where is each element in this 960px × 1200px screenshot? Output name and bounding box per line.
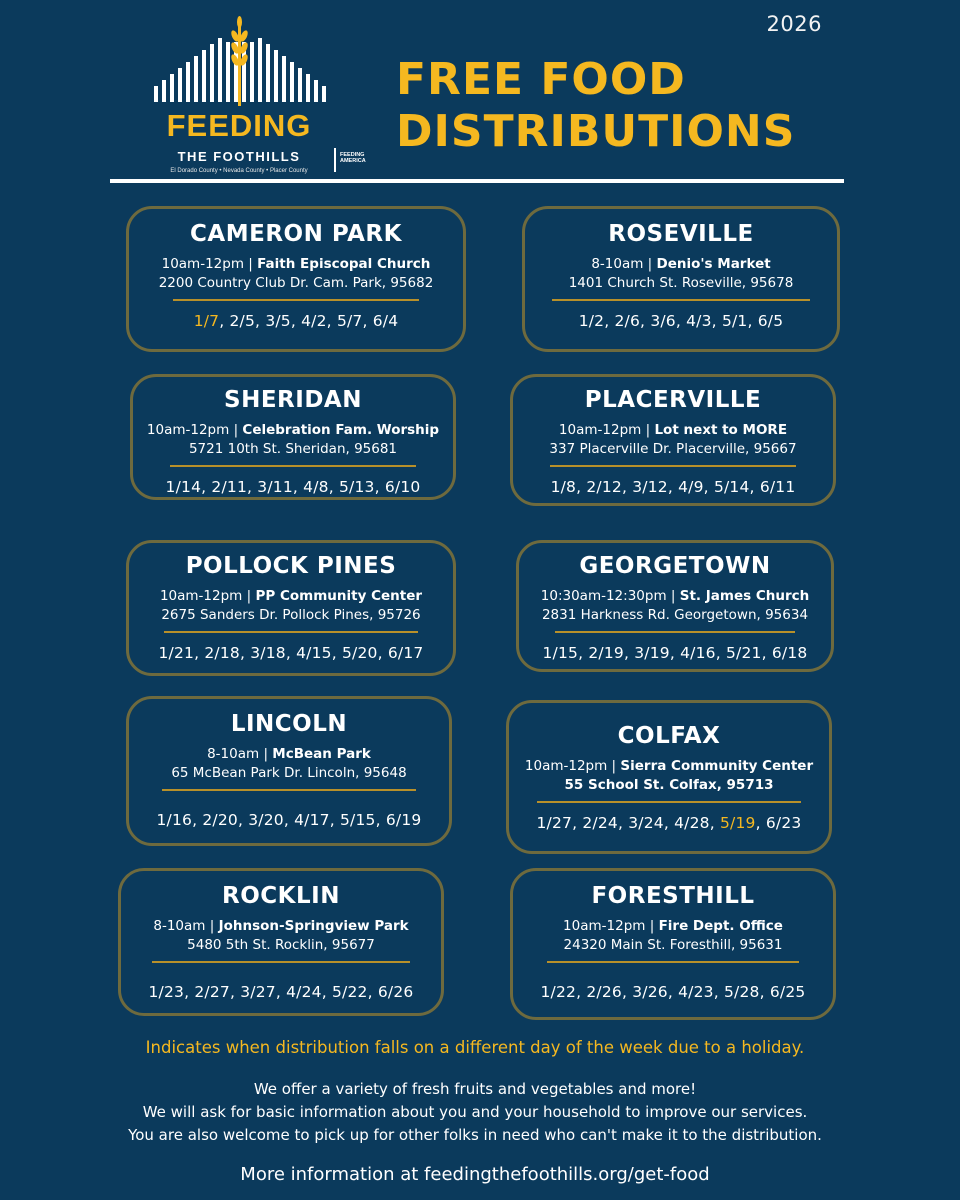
distribution-date: 3/18 <box>250 644 286 662</box>
venue-name: Lot next to MORE <box>654 422 788 438</box>
date-separator: , <box>747 312 758 330</box>
separator: | <box>645 918 659 934</box>
card-divider <box>173 299 419 301</box>
date-separator: , <box>576 478 587 496</box>
date-separator: , <box>283 811 295 829</box>
venue-address: 5721 10th St. Sheridan, 95681 <box>188 441 398 457</box>
separator: | <box>229 422 243 438</box>
distribution-time: 8-10am <box>207 746 260 762</box>
distribution-date: 2/6 <box>614 312 641 330</box>
card-divider <box>162 789 416 791</box>
venue-address: 2200 Country Club Dr. Cam. Park, 95682 <box>158 275 434 291</box>
time-venue-line <box>509 758 829 774</box>
distribution-date: 6/25 <box>769 983 806 1001</box>
date-separator: , <box>572 814 583 832</box>
location-card <box>130 374 456 500</box>
location-card <box>516 540 834 672</box>
location-card <box>118 868 444 1016</box>
distribution-date: 1/21 <box>158 644 195 662</box>
date-separator: , <box>321 983 332 1001</box>
year-label: 2026 <box>766 12 822 36</box>
date-separator: , <box>192 811 203 829</box>
distribution-date: 6/11 <box>759 478 796 496</box>
distribution-date: 4/15 <box>296 644 332 662</box>
date-separator: , <box>201 478 212 496</box>
separator: | <box>643 256 657 272</box>
venue-address: 337 Placerville Dr. Placerville, 95667 <box>549 441 797 457</box>
partner-line-2: AMERICA <box>340 158 366 164</box>
date-separator: , <box>749 478 760 496</box>
location-name: FORESTHILL <box>591 883 755 909</box>
date-separator: , <box>761 644 772 662</box>
distribution-date: 3/24 <box>628 814 664 832</box>
distribution-time: 10am-12pm <box>159 588 243 604</box>
distribution-date: 2/27 <box>194 983 230 1001</box>
location-card <box>506 700 832 854</box>
feeding-the-foothills-logo <box>144 16 376 174</box>
distribution-date: 4/17 <box>294 811 330 829</box>
distribution-date: 6/4 <box>372 312 399 330</box>
date-separator: , <box>617 814 629 832</box>
venue-address: 1401 Church St. Roseville, 95678 <box>568 275 794 291</box>
date-separator: , <box>759 983 770 1001</box>
location-card <box>510 868 836 1020</box>
distribution-time: 8-10am <box>153 918 206 934</box>
venue-name: Faith Episcopal Church <box>257 256 431 272</box>
info-line-1: We offer a variety of fresh fruits and vegetables and more! <box>253 1080 697 1098</box>
distribution-date: 4/8 <box>303 478 329 496</box>
distribution-date: 3/27 <box>240 983 276 1001</box>
date-separator: , <box>621 983 633 1001</box>
date-separator: , <box>239 644 251 662</box>
date-separator: , <box>715 644 726 662</box>
date-list <box>513 478 833 496</box>
date-separator: , <box>362 312 373 330</box>
card-divider <box>152 961 410 963</box>
venue-name: Sierra Community Center <box>620 758 814 774</box>
date-separator: , <box>640 312 651 330</box>
date-separator: , <box>576 983 587 1001</box>
distribution-time: 10am-12pm <box>161 256 244 272</box>
date-separator: , <box>713 983 724 1001</box>
location-name: SHERIDAN <box>224 387 362 413</box>
time-venue-line <box>129 256 463 272</box>
date-separator: , <box>703 478 714 496</box>
info-line-2: We will ask for basic information about you and your household to improve our services. <box>142 1103 808 1121</box>
distribution-date: 5/1 <box>721 312 748 330</box>
separator: | <box>205 918 219 934</box>
time-venue-line <box>513 422 833 438</box>
venue-address: 24320 Main St. Foresthill, 95631 <box>563 937 783 953</box>
date-separator: , <box>237 811 249 829</box>
time-venue-line <box>129 746 449 762</box>
date-separator: , <box>377 644 388 662</box>
distribution-date: 1/16 <box>156 811 193 829</box>
date-separator: , <box>329 811 340 829</box>
date-separator: , <box>667 478 679 496</box>
date-separator: , <box>292 478 304 496</box>
venue-address: 65 McBean Park Dr. Lincoln, 95648 <box>171 765 407 781</box>
distribution-date: 4/2 <box>301 312 327 330</box>
logo-subtitle: THE FOOTHILLS <box>177 149 301 164</box>
location-name: ROSEVILLE <box>608 221 754 247</box>
distribution-date: 1/15 <box>542 644 579 662</box>
distribution-date: 2/11 <box>211 478 248 496</box>
distribution-date: 2/19 <box>588 644 624 662</box>
card-divider <box>555 631 795 633</box>
distribution-time: 10am-12pm <box>524 758 608 774</box>
venue-name: Fire Dept. Office <box>658 918 783 934</box>
location-name: CAMERON PARK <box>190 221 402 247</box>
location-name: GEORGETOWN <box>579 553 771 579</box>
distribution-date: 4/24 <box>286 983 322 1001</box>
distribution-date: 5/15 <box>340 811 376 829</box>
date-separator: , <box>247 478 258 496</box>
distribution-date: 4/16 <box>680 644 716 662</box>
distribution-date: 1/23 <box>148 983 185 1001</box>
date-separator: , <box>331 644 342 662</box>
distribution-date: 5/21 <box>726 644 762 662</box>
distribution-date: 5/13 <box>338 478 375 496</box>
distribution-date: 4/23 <box>678 983 714 1001</box>
time-venue-line <box>513 918 833 934</box>
time-venue-line <box>519 588 831 604</box>
venue-name: Johnson-Springview Park <box>218 918 409 934</box>
distribution-date: 1/27 <box>536 814 573 832</box>
date-separator: , <box>604 312 615 330</box>
location-name: PLACERVILLE <box>584 387 762 413</box>
date-separator: , <box>709 814 720 832</box>
date-list <box>129 811 449 829</box>
distribution-time: 10am-12pm <box>146 422 230 438</box>
location-name: LINCOLN <box>230 711 348 737</box>
more-info-link[interactable]: More information at feedingthefoothills.org/get-food <box>240 1164 710 1185</box>
location-card <box>126 540 456 676</box>
separator: | <box>243 256 258 272</box>
barn-wheat-icon <box>144 16 334 111</box>
date-list <box>129 312 463 330</box>
date-separator: , <box>229 983 241 1001</box>
venue-name: McBean Park <box>272 746 371 762</box>
distribution-date: 3/20 <box>248 811 284 829</box>
location-card <box>522 206 840 352</box>
location-card <box>126 696 452 846</box>
distribution-time: 10am-12pm <box>558 422 642 438</box>
time-venue-line <box>129 588 453 604</box>
date-separator: , <box>621 478 633 496</box>
date-separator: , <box>375 811 386 829</box>
card-divider <box>550 465 796 467</box>
distribution-date: 2/26 <box>586 983 622 1001</box>
distribution-date: 5/22 <box>332 983 368 1001</box>
date-separator: , <box>755 814 766 832</box>
date-separator: , <box>328 478 339 496</box>
location-card <box>510 374 836 506</box>
separator: | <box>607 758 621 774</box>
distribution-date: 6/19 <box>385 811 422 829</box>
date-list <box>519 644 831 662</box>
separator: | <box>666 588 680 604</box>
date-separator: , <box>326 312 337 330</box>
distribution-date: 2/20 <box>202 811 238 829</box>
location-card <box>126 206 466 352</box>
distribution-date: 6/10 <box>384 478 421 496</box>
date-list <box>509 814 829 832</box>
distribution-date: 6/23 <box>765 814 802 832</box>
distribution-date: 3/5 <box>265 312 291 330</box>
distribution-date: 5/28 <box>724 983 760 1001</box>
logo-wordmark: FEEDING <box>166 108 312 143</box>
title-line-1: FREE FOOD <box>396 54 686 105</box>
separator: | <box>242 588 256 604</box>
date-separator: , <box>275 983 287 1001</box>
holiday-date: 1/7 <box>193 312 220 330</box>
date-list <box>133 478 453 496</box>
distribution-date: 4/28 <box>674 814 710 832</box>
separator: | <box>641 422 655 438</box>
card-divider <box>537 801 801 803</box>
venue-address: 55 School St. Colfax, 95713 <box>564 777 774 793</box>
date-separator: , <box>578 644 589 662</box>
venue-address: 5480 5th St. Rocklin, 95677 <box>187 937 375 953</box>
distribution-date: 3/26 <box>632 983 668 1001</box>
distribution-date: 3/12 <box>632 478 668 496</box>
distribution-date: 1/8 <box>550 478 577 496</box>
distribution-date: 5/20 <box>342 644 378 662</box>
venue-name: Celebration Fam. Worship <box>242 422 440 438</box>
partner-line-1: FEEDING <box>340 152 365 158</box>
info-text <box>0 1078 950 1147</box>
venue-address: 2831 Harkness Rd. Georgetown, 95634 <box>541 607 809 623</box>
time-venue-line <box>133 422 453 438</box>
date-separator: , <box>290 312 302 330</box>
distribution-date: 2/18 <box>204 644 240 662</box>
date-separator: , <box>255 312 266 330</box>
separator: | <box>259 746 273 762</box>
distribution-date: 2/12 <box>586 478 622 496</box>
date-list <box>513 983 833 1001</box>
header-divider <box>110 179 844 183</box>
card-divider <box>170 465 416 467</box>
distribution-time: 8-10am <box>591 256 644 272</box>
distribution-date: 3/11 <box>257 478 293 496</box>
date-separator: , <box>663 814 675 832</box>
date-separator: , <box>219 312 230 330</box>
distribution-date: 4/3 <box>686 312 712 330</box>
card-divider <box>552 299 810 301</box>
distribution-date: 5/14 <box>713 478 750 496</box>
venue-name: St. James Church <box>679 588 810 604</box>
card-divider <box>164 631 418 633</box>
holiday-note: Indicates when distribution falls on a different day of the week due to a holiday. <box>145 1038 805 1057</box>
distribution-date: 2/5 <box>229 312 256 330</box>
page-title <box>396 54 856 158</box>
location-name: POLLOCK PINES <box>185 553 397 579</box>
date-separator: , <box>675 312 687 330</box>
info-line-3: You are also welcome to pick up for other folks in need who can't make it to the distribution. <box>128 1126 822 1144</box>
distribution-date: 1/2 <box>578 312 605 330</box>
date-separator: , <box>374 478 385 496</box>
date-separator: , <box>285 644 297 662</box>
distribution-date: 2/24 <box>582 814 618 832</box>
date-separator: , <box>667 983 679 1001</box>
venue-address: 2675 Sanders Dr. Pollock Pines, 95726 <box>161 607 421 623</box>
venue-name: Denio's Market <box>656 256 771 272</box>
distribution-date: 6/5 <box>757 312 784 330</box>
card-divider <box>547 961 799 963</box>
distribution-date: 1/22 <box>540 983 577 1001</box>
distribution-date: 6/26 <box>377 983 414 1001</box>
date-separator: , <box>623 644 635 662</box>
distribution-date: 3/6 <box>650 312 676 330</box>
distribution-date: 3/19 <box>634 644 670 662</box>
title-line-2: DISTRIBUTIONS <box>396 106 796 157</box>
date-list <box>129 644 453 662</box>
distribution-date: 6/17 <box>387 644 424 662</box>
time-venue-line <box>121 918 441 934</box>
date-separator: , <box>184 983 195 1001</box>
distribution-time: 10:30am-12:30pm <box>540 588 667 604</box>
location-name: ROCKLIN <box>222 883 340 909</box>
logo-counties: El Dorado County • Nevada County • Placer County <box>170 168 308 174</box>
date-separator: , <box>711 312 722 330</box>
date-list <box>525 312 837 330</box>
location-name: COLFAX <box>617 723 721 749</box>
distribution-time: 10am-12pm <box>563 918 646 934</box>
distribution-date: 4/9 <box>678 478 704 496</box>
date-list <box>121 983 441 1001</box>
time-venue-line <box>525 256 837 272</box>
date-separator: , <box>669 644 681 662</box>
distribution-date: 6/18 <box>771 644 808 662</box>
distribution-date: 1/14 <box>165 478 202 496</box>
distribution-date: 5/7 <box>336 312 363 330</box>
venue-name: PP Community Center <box>255 588 423 604</box>
date-separator: , <box>194 644 205 662</box>
holiday-date: 5/19 <box>720 814 756 832</box>
feeding-america-logo <box>334 148 374 178</box>
date-separator: , <box>367 983 378 1001</box>
